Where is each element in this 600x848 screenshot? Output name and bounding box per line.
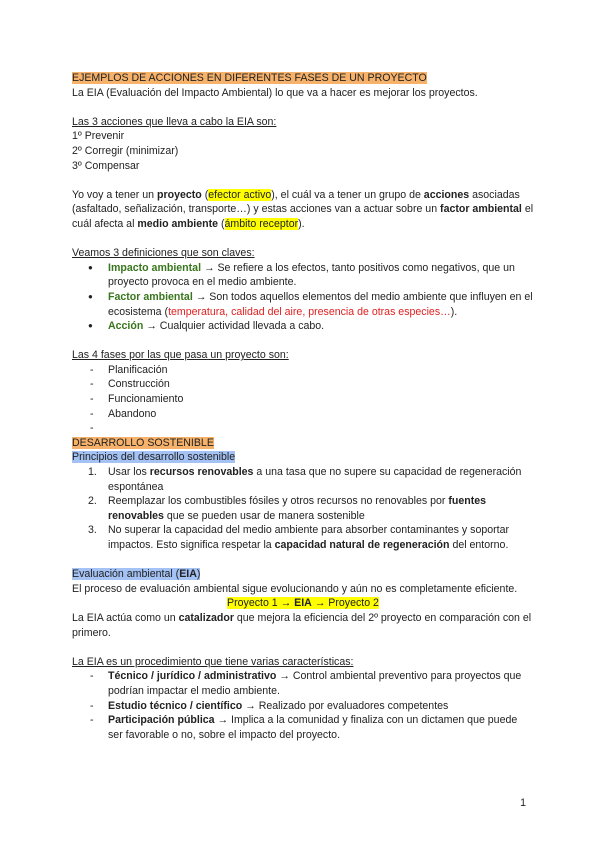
fases-list — [72, 363, 534, 436]
caracteristicas-title: La EIA es un procedimiento que tiene varias características: — [72, 655, 354, 668]
list-item: ● Acción → Cualquier actividad llevada a cabo. — [72, 319, 534, 334]
accion-item: 3º Compensar — [72, 159, 140, 172]
list-item: - Participación pública → Implica a la comunidad y finaliza con un dictamen que puede ser favorable o no, sobre el impacto del proyecto. — [72, 713, 534, 742]
section-heading: EJEMPLOS DE ACCIONES EN DIFERENTES FASES DE UN PROYECTO — [72, 72, 427, 84]
evaluacion-text: El proceso de evaluación ambiental sigue evolucionando y aún no es completamente eficiente. — [72, 582, 518, 595]
list-item: - Abandono — [72, 407, 534, 422]
fases-title: Las 4 fases por las que pasa un proyecto son: — [72, 349, 289, 362]
principios-list — [72, 465, 534, 553]
principios-title: Principios del desarrollo sostenible — [72, 451, 236, 464]
list-item: 3. No superar la capacidad del medio ambiente para absorber contaminantes y soportar impactos. Esto significa respetar la capacidad natural de regeneración del entorno. — [88, 524, 510, 551]
proyecto-flow: Proyecto 1 → EIA → Proyecto 2 — [227, 597, 379, 610]
list-item — [72, 421, 534, 436]
definiciones-list — [72, 261, 534, 334]
section-heading: DESARROLLO SOSTENIBLE — [72, 436, 214, 449]
list-item: 1. Usar los recursos renovables a una tasa que no supere su capacidad de regeneración espontánea — [88, 466, 522, 493]
document-page — [72, 71, 534, 742]
list-item: - Estudio técnico / científico → Realizado por evaluadores competentes — [72, 699, 534, 714]
accion-item: 1º Prevenir — [72, 130, 125, 143]
intro-text: La EIA (Evaluación del Impacto Ambiental) lo que va a hacer es mejorar los proyectos. — [72, 86, 478, 99]
definiciones-title: Veamos 3 definiciones que son claves: — [72, 247, 255, 260]
acciones-title: Las 3 acciones que lleva a cabo la EIA son: — [72, 115, 277, 128]
list-item: 2. Reemplazar los combustibles fósiles y otros recursos no renovables por fuentes renovables que se pueden usar de manera sostenible — [88, 495, 487, 522]
caracteristicas-list — [72, 669, 534, 742]
proyecto-paragraph: Yo voy a tener un proyecto (efector activo), el cuál va a tener un grupo de acciones asociadas (asfaltado, señalización, transporte…) y estas acciones van a actuar sobre un factor ambiental el cuál afecta al medio ambiente (ámbito receptor). — [72, 188, 534, 230]
list-item: ● Factor ambiental → Son todos aquellos elementos del medio ambiente que influyen en el ecosistema (temperatura, calidad del aire, presencia de otras especies…). — [72, 290, 534, 319]
page-number: 1 — [520, 797, 526, 809]
accion-item: 2º Corregir (minimizar) — [72, 144, 179, 157]
evaluacion-title: Evaluación ambiental (EIA) — [72, 568, 201, 581]
list-item: - Planificación — [72, 363, 534, 378]
list-item: - Técnico / jurídico / administrativo → Control ambiental preventivo para proyectos que podrían impactar el medio ambiente. — [72, 669, 534, 698]
catalizador-text: La EIA actúa como un catalizador que mejora la eficiencia del 2º proyecto en comparación con el primero. — [72, 611, 532, 639]
list-item: ● Impacto ambiental → Se refiere a los efectos, tanto positivos como negativos, que un proyecto provoca en el medio ambiente. — [72, 261, 534, 290]
list-item: - Construcción — [72, 377, 534, 392]
list-item: - Funcionamiento — [72, 392, 534, 407]
